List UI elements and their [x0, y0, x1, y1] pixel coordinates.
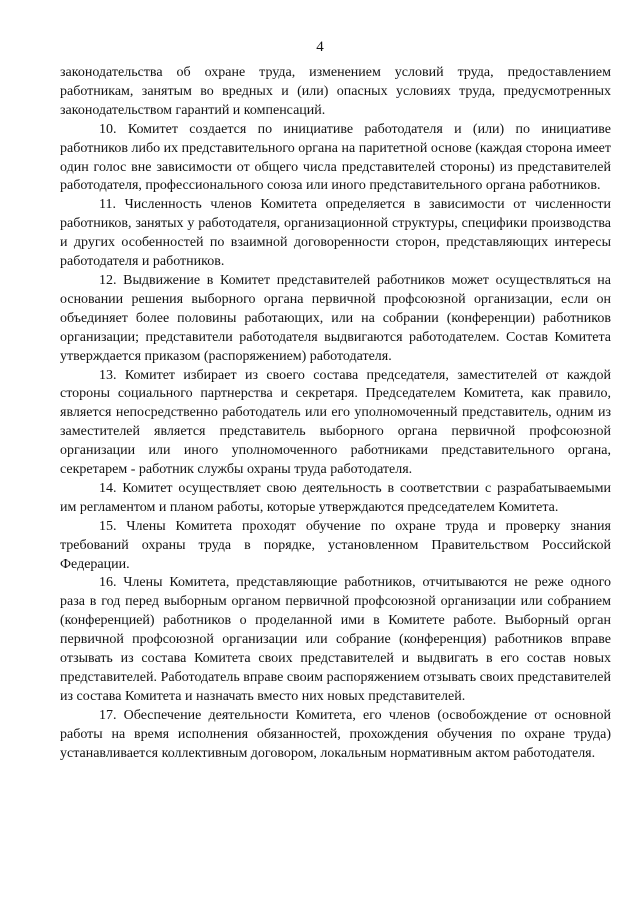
paragraph-10: 10. Комитет создается по инициативе работодателя и (или) по инициативе работников либо их представительного органа на паритетной основе (каждая сторона имеет один голос вне зависимости от общего числа представителей стороны) из представителей работодателя, профессионального союза или иного представительного органа работников. [60, 121, 611, 194]
paragraph-12: 12. Выдвижение в Комитет представителей работников может осуществляться на основании решения выборного органа первичной профсоюзной организации, если он объединяет более половины работающих, или на собрании (конференции) работников организации; представители работодателя выдвигаются работодателем. Состав Комитета утверждается приказом (распоряжением) работодателя. [60, 272, 611, 364]
paragraph-16: 16. Члены Комитета, представляющие работников, отчитываются не реже одного раза в год перед выборным органом первичной профсоюзной организации или собранием (конференцией) работников о проделанной ими в Комитете работе. Выборный орган первичной профсоюзной организации или собрание (конференция) работников вправе отзывать из состава Комитета своих представителей и выдвигать в его состав новых представителей. Работодатель вправе своим распоряжением отзывать своих представителей из состава Комитета и назначать вместо них новых представителей. [60, 575, 611, 704]
paragraph-13: 13. Комитет избирает из своего состава председателя, заместителей от каждой стороны социального партнерства и секретаря. Председателем Комитета, как правило, является непосредственно работодатель или его уполномоченный представитель, одним из заместителей является представитель выборного органа первичной профсоюзной организации или иного уполномоченного работниками представительного органа, секретарем - работник службы охраны труда работодателя. [60, 367, 611, 478]
body-text [60, 64, 611, 764]
paragraph-17: 17. Обеспечение деятельности Комитета, его членов (освобождение от основной работы на время исполнения обязанностей, прохождения обучения по охране труда) устанавливается коллективным договором, локальным нормативным актом работодателя. [60, 707, 611, 761]
paragraph-continuation: законодательства об охране труда, изменением условий труда, предоставлением работникам, занятым во вредных и (или) опасных условиях труда, предусмотренных законодательством гарантий и компенсаций. [60, 65, 611, 118]
paragraph-14: 14. Комитет осуществляет свою деятельность в соответствии с разрабатываемыми им регламентом и планом работы, которые утверждаются председателем Комитета. [60, 480, 611, 515]
page-number: 4 [316, 39, 324, 55]
paragraph-11: 11. Численность членов Комитета определяется в зависимости от численности работников, занятых у работодателя, организационной структуры, специфики производства и других особенностей по взаимной договоренности сторон, представляющих интересы работодателя и работников. [60, 197, 611, 270]
paragraph-15: 15. Члены Комитета проходят обучение по охране труда и проверку знания требований охраны труда в порядке, установленном Правительством Российской Федерации. [60, 518, 611, 572]
